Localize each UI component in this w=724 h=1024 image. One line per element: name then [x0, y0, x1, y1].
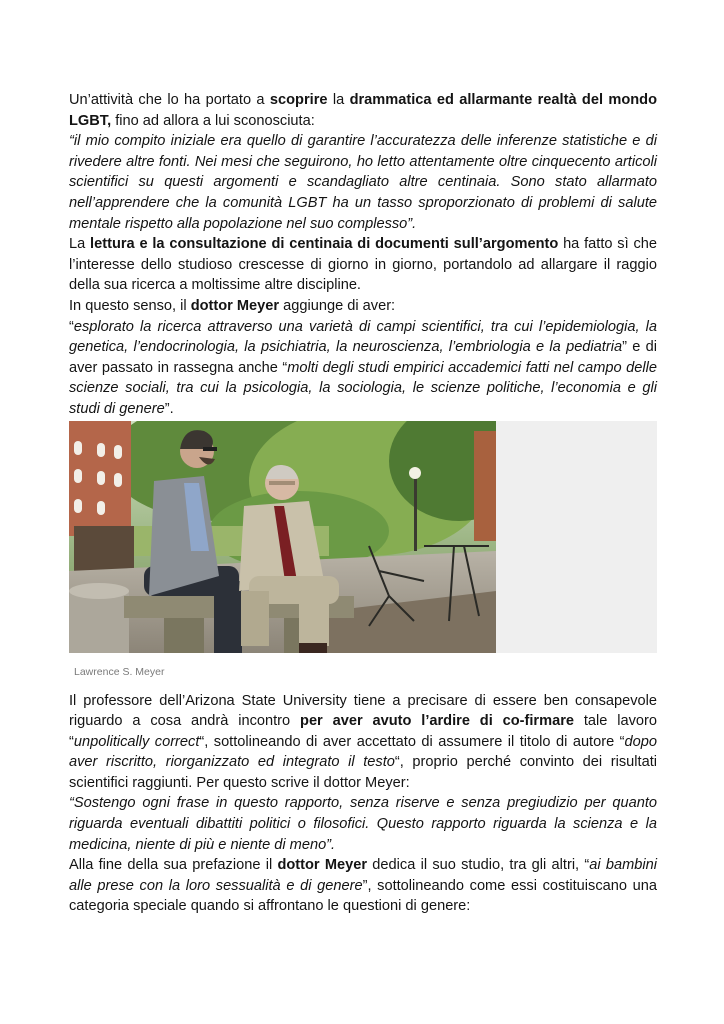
- text-segment-normal: Un’attività che lo ha portato a: [69, 92, 270, 108]
- text-segment-bold: lettura e la consultazione di centinaia di documenti sull’argomento: [90, 236, 559, 253]
- paragraph-quote-2: [69, 793, 657, 855]
- paragraph-meyer-adds: [69, 296, 657, 317]
- text-segment-normal: “: [69, 318, 74, 335]
- text-segment-normal: fino ad allora a lui sconosciuta:: [111, 112, 315, 129]
- text-segment-bold: dottor Meyer: [190, 297, 280, 314]
- text-segment-normal: La: [69, 236, 91, 253]
- text-segment-italic: “il mio compito iniziale era quello di garantire l’accuratezza delle inferenze statistiche e di rivedere altre fonti. Nei mesi che seguirono, ho letto attentamente oltre cinquecento articoli scientifici su questi argomenti e scandagliato altre centinaia. Sono stato allarmato nell’apprendere che la comunità LGBT ha un tasso sproporzionato di problemi di salute mentale rispetto alla popolazione nel suo complesso”.: [69, 133, 657, 232]
- text-segment-italic: molti degli studi empirici accademici fatti nel campo delle scienze sociali, tra cui la psicologia, la sociologia, le scienze politiche, l’economia e gli studi di genere: [69, 359, 657, 417]
- text-segment-normal: tale lavoro “: [69, 713, 657, 750]
- photo-illustration: [69, 421, 496, 653]
- text-segment-normal: ”, sottolineando come essi costituiscano una categoria speciale quando si affrontano le questioni di genere:: [69, 877, 657, 915]
- interview-photo: [69, 421, 496, 653]
- text-segment-normal: Il professore dell’Arizona State University tiene a precisare di essere ben consapevole riguardo a cosa andrà incontro: [69, 692, 657, 730]
- paragraph-fields: [69, 317, 657, 420]
- text-segment-bold: scoprire: [269, 92, 328, 108]
- text-segment-normal: “, sottolineando di aver accettato di assumere il titolo di autore “: [199, 733, 625, 750]
- article-body-top: [69, 90, 657, 420]
- article-body-bottom: [69, 691, 657, 918]
- text-segment-italic: dopo aver riscritto, riorganizzato ed integrato il testo: [69, 733, 657, 771]
- text-segment-normal: In questo senso, il: [69, 297, 191, 314]
- paragraph-professor: [69, 691, 657, 794]
- text-segment-bold: per aver avuto l’ardire di co-firmare: [300, 713, 574, 730]
- text-segment-bold: dottor Meyer: [277, 857, 368, 874]
- text-segment-normal: “, proprio perché convinto dei risultati scientifici raggiunti. Per questo scrive il dottor Meyer:: [69, 754, 658, 791]
- text-segment-normal: la: [327, 92, 350, 108]
- paragraph-quote-1: [69, 131, 657, 234]
- text-segment-normal: ”.: [164, 400, 174, 417]
- paragraph-dedication: [69, 855, 657, 917]
- text-segment-normal: Alla fine della sua prefazione il: [69, 857, 278, 874]
- text-segment-italic: ai bambini alle prese con la loro sessualità e di genere: [69, 857, 657, 894]
- text-segment-normal: aggiunge di aver:: [279, 297, 396, 314]
- text-segment-bold: drammatica ed allarmante realtà del mondo LGBT,: [69, 92, 657, 129]
- figure-caption: Lawrence S. Meyer: [74, 665, 165, 678]
- text-segment-normal: ” e di aver passato in rassegna anche “: [69, 339, 657, 376]
- text-segment-normal: dedica il suo studio, tra gli altri, “: [367, 857, 590, 874]
- text-segment-italic: esplorato la ricerca attraverso una varietà di campi scientifici, tra cui l’epidemiologia, la genetica, l’endocrinologia, la psichiatria, la neuroscienza, l’embriologia e la pediatria: [69, 318, 657, 356]
- paragraph-intro: [69, 90, 657, 131]
- text-segment-italic: unpolitically correct: [73, 733, 200, 750]
- figure: [69, 421, 657, 653]
- document-page: [69, 90, 657, 917]
- paragraph-reading: [69, 234, 657, 296]
- text-segment-normal: ha fatto sì che l’interesse dello studioso crescesse di giorno in giorno, portandolo ad allargare il raggio della sua ricerca a moltissime altre discipline.: [69, 236, 657, 294]
- text-segment-italic: “Sostengo ogni frase in questo rapporto, senza riserve e senza pregiudizio per quanto riguarda eventuali dibattiti politici o filosofici. Questo rapporto riguarda la scienza e la medicina, niente di più e niente di meno”.: [69, 795, 657, 853]
